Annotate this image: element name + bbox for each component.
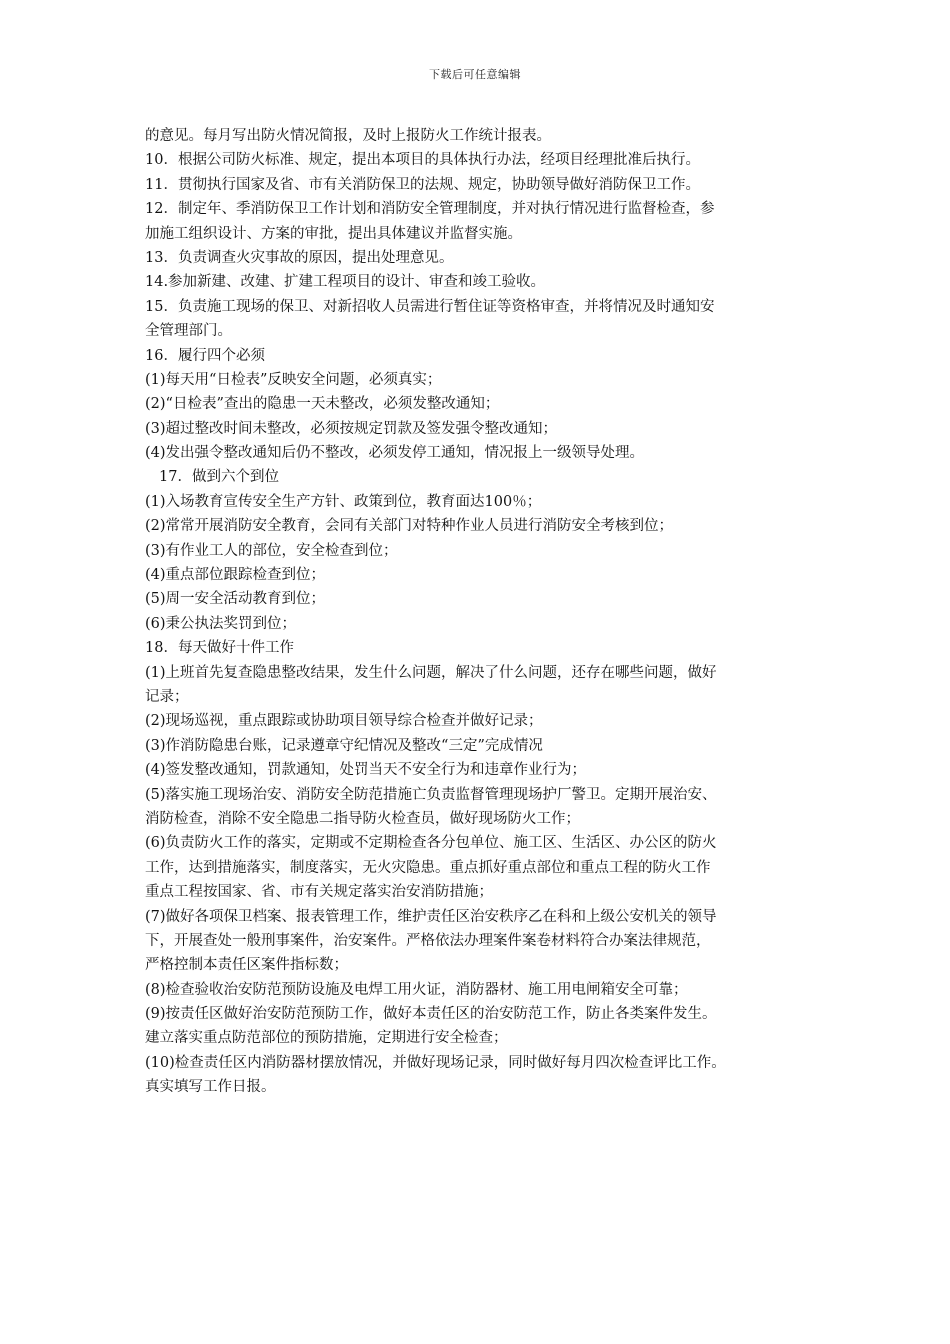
text-line: 全管理部门。 (145, 323, 232, 340)
text-line: (4)重点部位跟踪检查到位； (145, 567, 326, 584)
text-line: (1)每天用“日检表”反映安全问题，必须真实； (145, 371, 442, 388)
text-line: 加施工组织设计、方案的审批，提出具体建议并监督实施。 (145, 225, 522, 242)
text-line: 18．每天做好十件工作 (145, 640, 294, 657)
text-line: 严格控制本责任区案件指标数； (145, 957, 348, 974)
text-line: 10．根据公司防火标准、规定，提出本项目的具体执行办法，经项目经理批准后执行。 (145, 152, 700, 169)
page-header: 下载后可任意编辑 (429, 68, 521, 81)
text-line: (10)检查责任区内消防器材摆放情况，并做好现场记录，同时做好每月四次检查评比工作。 (145, 1054, 726, 1071)
text-line: (3)有作业工人的部位，安全检查到位； (145, 542, 398, 559)
text-line: (1)上班首先复查隐患整改结果，发生什么问题，解决了什么问题，还存在哪些问题，做好 (145, 664, 717, 681)
text-line: 工作，达到措施落实，制度落实，无火灾隐患。重点抓好重点部位和重点工程的防火工作 (145, 859, 711, 876)
text-line: 重点工程按国家、省、市有关规定落实治安消防措施； (145, 884, 493, 901)
text-line: 14.参加新建、改建、扩建工程项目的设计、审查和竣工验收。 (145, 274, 546, 291)
text-line: (8)检查验收治安防范预防设施及电焊工用火证，消防器材、施工用电闸箱安全可靠； (145, 981, 688, 998)
text-line: 建立落实重点防范部位的预防措施，定期进行安全检查； (145, 1030, 508, 1047)
text-line: (5)落实施工现场治安、消防安全防范措施亡负责监督管理现场护厂警卫。定期开展治安、 (145, 786, 717, 803)
text-line: (6)负责防火工作的落实，定期或不定期检查各分包单位、施工区、生活区、办公区的防火 (145, 835, 717, 852)
text-line: (5)周一安全活动教育到位； (145, 591, 326, 608)
text-line: (4)签发整改通知，罚款通知，处罚当天不安全行为和违章作业行为； (145, 762, 587, 779)
text-line: (1)入场教育宣传安全生产方针、政策到位，教育面达100％； (145, 493, 542, 510)
text-line: (4)发出强令整改通知后仍不整改，必须发停工通知，情况报上一级领导处理。 (145, 445, 645, 462)
text-line: 11．贯彻执行国家及省、市有关消防保卫的法规、规定，协助领导做好消防保卫工作。 (145, 176, 700, 193)
text-line: 12．制定年、季消防保卫工作计划和消防安全管理制度，并对执行情况进行监督检查，参 (145, 201, 715, 218)
document-body (145, 124, 820, 1100)
text-line: 16．履行四个必须 (145, 347, 265, 364)
text-line: 消防检查，消除不安全隐患二指导防火检查员，做好现场防火工作； (145, 810, 580, 827)
text-line: (2)常常开展消防安全教育，会同有关部门对特种作业人员进行消防安全考核到位； (145, 518, 674, 535)
text-line: 17．做到六个到位 (159, 469, 279, 486)
text-line: 真实填写工作日报。 (145, 1079, 276, 1096)
text-line: (6)秉公执法奖罚到位； (145, 615, 297, 632)
text-line: (2)现场巡视，重点跟踪或协助项目领导综合检查并做好记录； (145, 713, 543, 730)
text-line: (3)作消防隐患台账，记录遵章守纪情况及整改“三定”完成情况 (145, 737, 543, 754)
text-line: 记录； (145, 688, 189, 705)
text-line: (7)做好各项保卫档案、报表管理工作，维护责任区治安秩序乙在科和上级公安机关的领导 (145, 908, 717, 925)
text-line: 13．负责调查火灾事故的原因，提出处理意见。 (145, 249, 454, 266)
text-line: 下，开展查处一般刑事案件，治安案件。严格依法办理案件案卷材料符合办案法律规范， (145, 932, 711, 949)
text-line: 15．负责施工现场的保卫、对新招收人员需进行暂住证等资格审查，并将情况及时通知安 (145, 298, 715, 315)
text-line: (3)超过整改时间未整改，必须按规定罚款及签发强令整改通知； (145, 420, 558, 437)
text-line: (2)“日检表”查出的隐患一天未整改，必须发整改通知； (145, 396, 500, 413)
text-line: 的意见。每月写出防火情况简报，及时上报防火工作统计报表。 (145, 128, 551, 144)
text-line: (9)按责任区做好治安防范预防工作，做好本责任区的治安防范工作，防止各类案件发生。 (145, 1006, 717, 1023)
